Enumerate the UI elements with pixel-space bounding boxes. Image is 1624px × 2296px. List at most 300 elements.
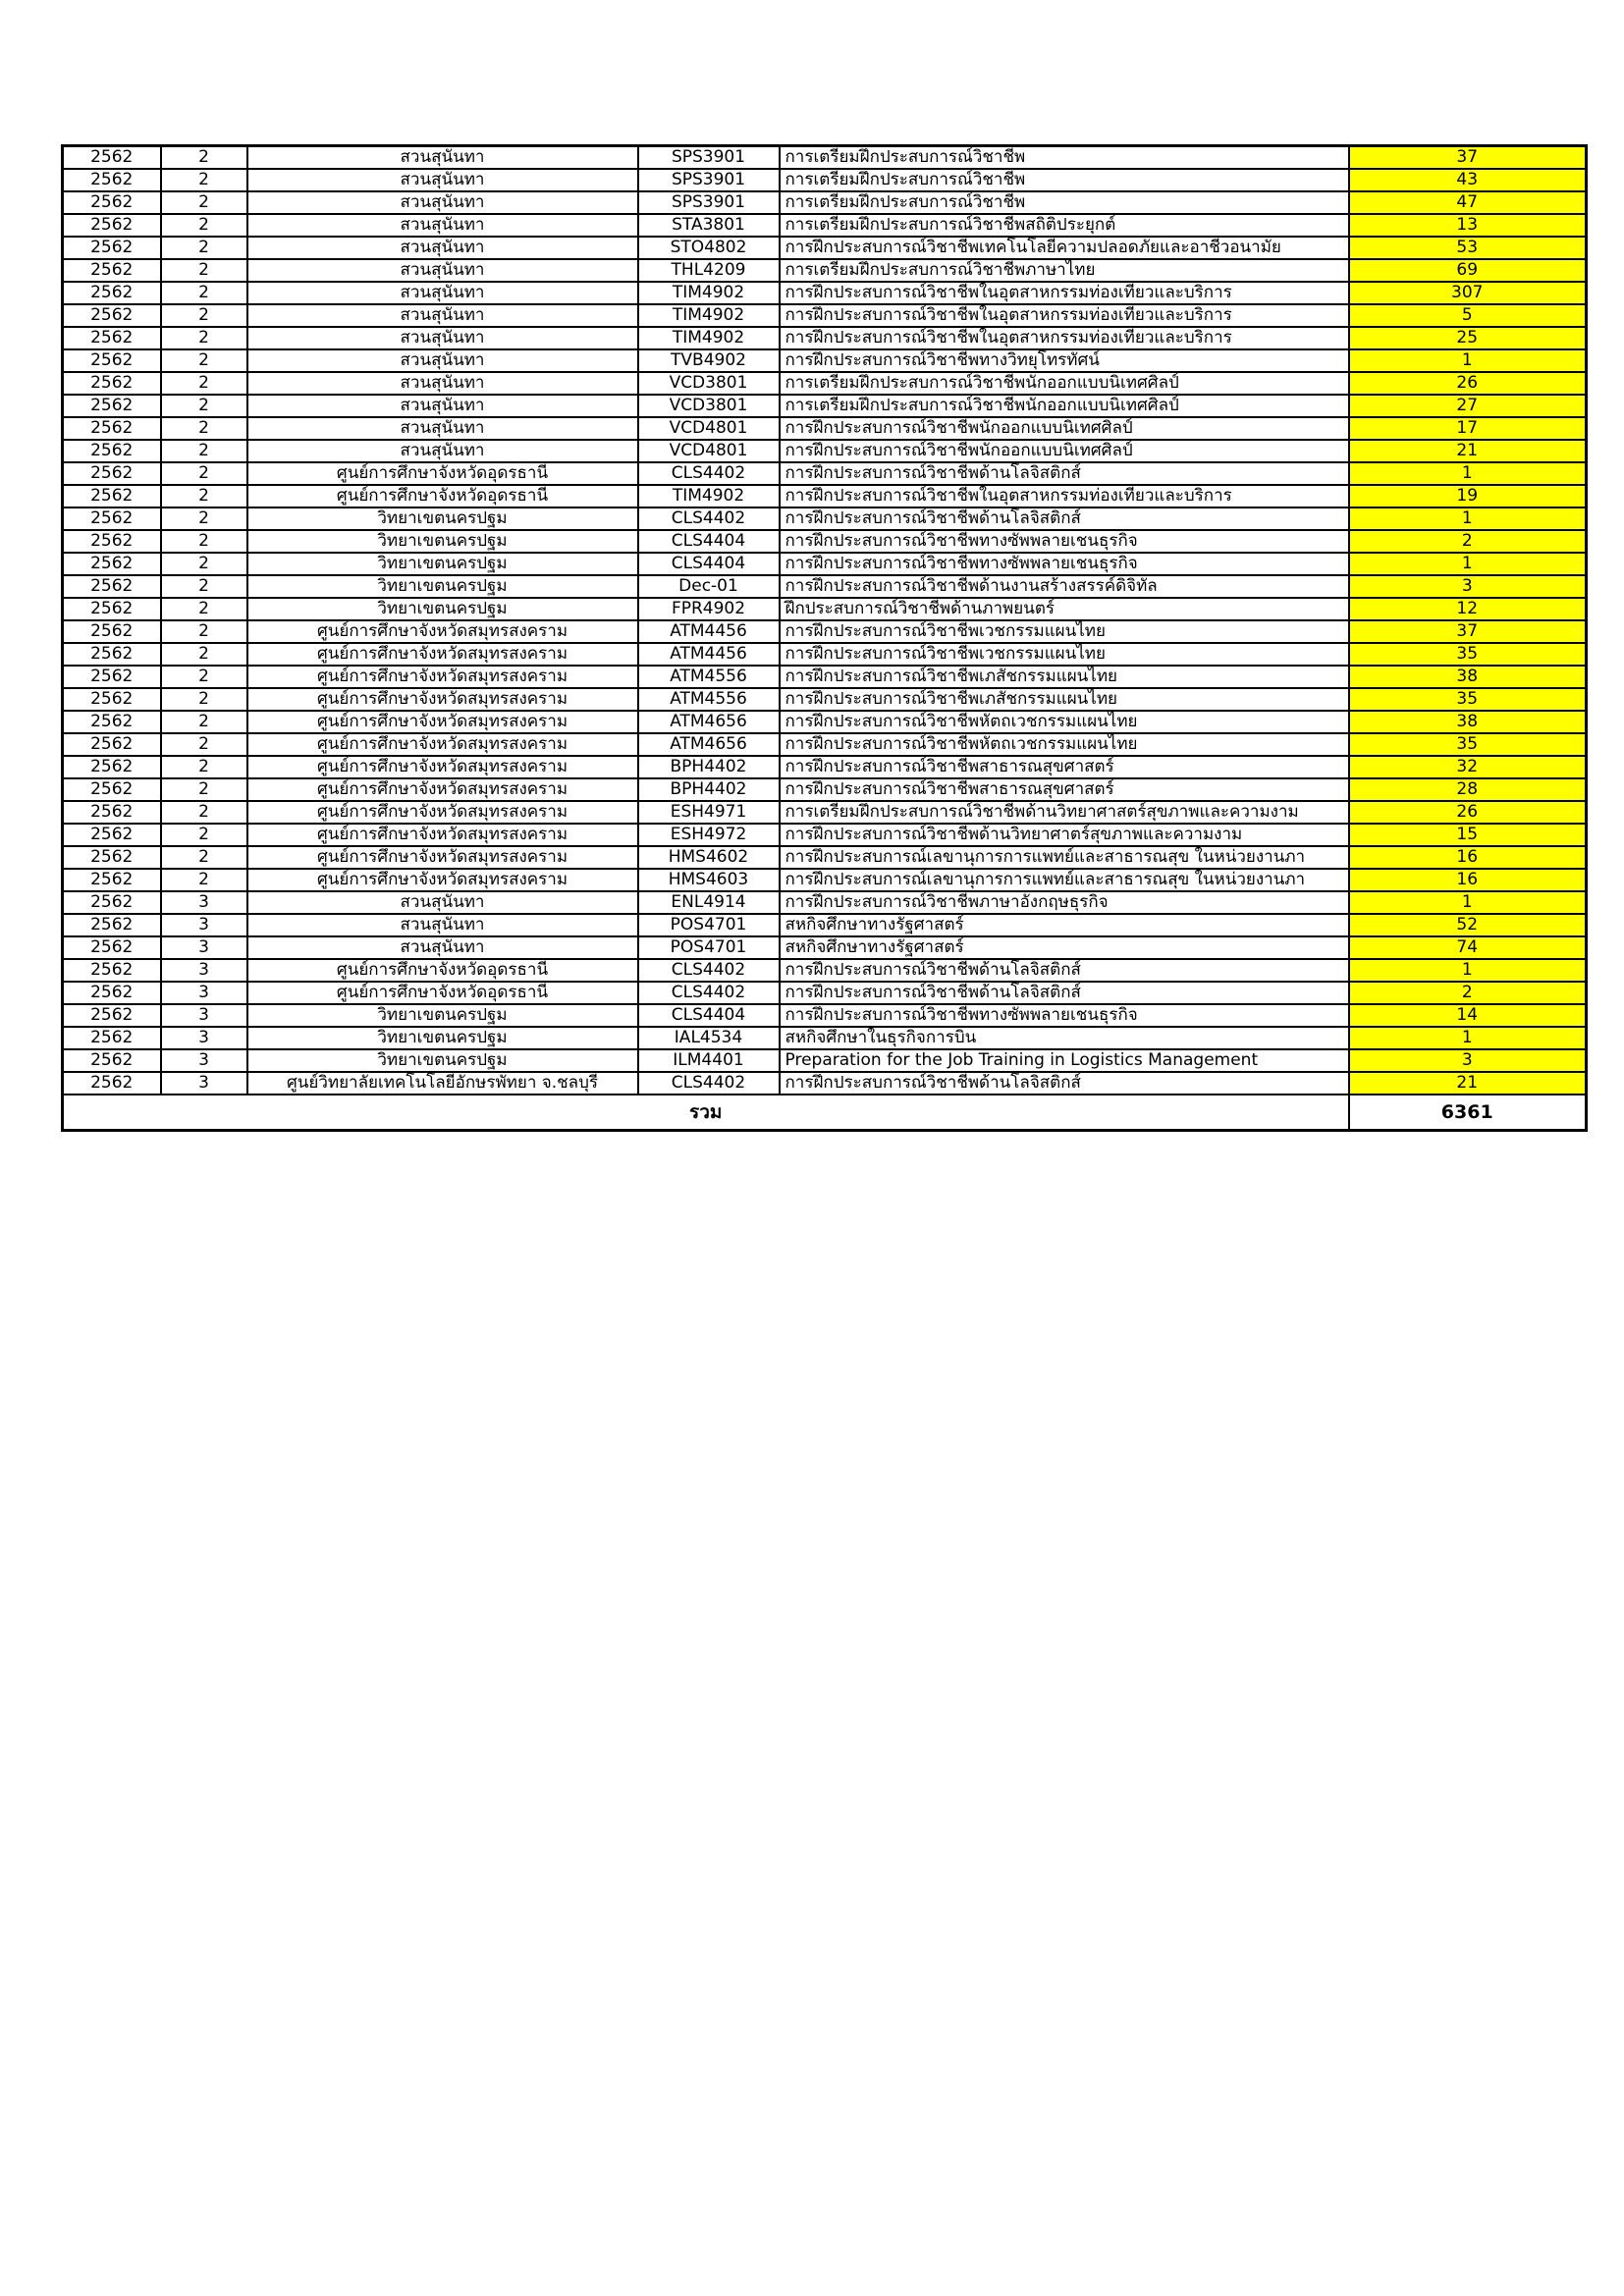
cell-code: ENL4914 bbox=[638, 891, 780, 914]
cell-code: TVB4902 bbox=[638, 349, 780, 372]
cell-year: 2562 bbox=[63, 169, 161, 191]
cell-year: 2562 bbox=[63, 327, 161, 349]
cell-code: TIM4902 bbox=[638, 327, 780, 349]
cell-code: STO4802 bbox=[638, 237, 780, 259]
cell-year: 2562 bbox=[63, 846, 161, 869]
table-row bbox=[63, 891, 1587, 914]
cell-term: 2 bbox=[161, 507, 247, 530]
cell-term: 2 bbox=[161, 372, 247, 395]
cell-count: 37 bbox=[1349, 146, 1587, 170]
cell-campus: ศูนย์การศึกษาจังหวัดสมุทรสงคราม bbox=[247, 666, 638, 688]
cell-name: การฝึกประสบการณ์วิชาชีพในอุตสาหกรรมท่องเที่ยวและบริการ bbox=[780, 485, 1349, 507]
report-sheet bbox=[61, 144, 1585, 1132]
table-row bbox=[63, 733, 1587, 756]
table-row bbox=[63, 869, 1587, 891]
cell-code: POS4701 bbox=[638, 914, 780, 936]
cell-code: ILM4401 bbox=[638, 1049, 780, 1072]
table-row bbox=[63, 1049, 1587, 1072]
cell-name: การฝึกประสบการณ์วิชาชีพนักออกแบบนิเทศศิลป์ bbox=[780, 417, 1349, 440]
cell-campus: ศูนย์วิทยาลัยเทคโนโลยีอักษรพัทยา จ.ชลบุรี bbox=[247, 1072, 638, 1095]
cell-year: 2562 bbox=[63, 891, 161, 914]
cell-year: 2562 bbox=[63, 282, 161, 304]
cell-name: การฝึกประสบการณ์วิชาชีพในอุตสาหกรรมท่องเที่ยวและบริการ bbox=[780, 304, 1349, 327]
cell-count: 43 bbox=[1349, 169, 1587, 191]
cell-campus: ศูนย์การศึกษาจังหวัดสมุทรสงคราม bbox=[247, 824, 638, 846]
cell-count: 26 bbox=[1349, 372, 1587, 395]
cell-campus: ศูนย์การศึกษาจังหวัดอุดรธานี bbox=[247, 485, 638, 507]
cell-term: 2 bbox=[161, 304, 247, 327]
cell-count: 25 bbox=[1349, 327, 1587, 349]
table-row bbox=[63, 688, 1587, 711]
cell-code: Dec-01 bbox=[638, 575, 780, 598]
cell-year: 2562 bbox=[63, 146, 161, 170]
cell-code: ATM4656 bbox=[638, 733, 780, 756]
cell-campus: สวนสุนันทา bbox=[247, 372, 638, 395]
cell-count: 1 bbox=[1349, 462, 1587, 485]
cell-code: SPS3901 bbox=[638, 169, 780, 191]
cell-code: SPS3901 bbox=[638, 146, 780, 170]
cell-name: การเตรียมฝึกประสบการณ์วิชาชีพ bbox=[780, 146, 1349, 170]
cell-campus: สวนสุนันทา bbox=[247, 169, 638, 191]
cell-term: 2 bbox=[161, 756, 247, 778]
cell-campus: สวนสุนันทา bbox=[247, 936, 638, 959]
cell-name: การฝึกประสบการณ์วิชาชีพด้านวิทยาศาตร์สุขภาพและความงาม bbox=[780, 824, 1349, 846]
cell-code: ATM4556 bbox=[638, 688, 780, 711]
table-row bbox=[63, 666, 1587, 688]
cell-campus: วิทยาเขตนครปฐม bbox=[247, 530, 638, 553]
cell-year: 2562 bbox=[63, 914, 161, 936]
cell-count: 35 bbox=[1349, 688, 1587, 711]
table-row bbox=[63, 801, 1587, 824]
cell-code: TIM4902 bbox=[638, 282, 780, 304]
table-row bbox=[63, 417, 1587, 440]
cell-code: ATM4456 bbox=[638, 620, 780, 643]
cell-term: 3 bbox=[161, 891, 247, 914]
cell-year: 2562 bbox=[63, 1072, 161, 1095]
cell-count: 26 bbox=[1349, 801, 1587, 824]
cell-year: 2562 bbox=[63, 214, 161, 237]
cell-count: 19 bbox=[1349, 485, 1587, 507]
table-row bbox=[63, 553, 1587, 575]
cell-count: 17 bbox=[1349, 417, 1587, 440]
cell-name: การฝึกประสบการณ์วิชาชีพสาธารณสุขศาสตร์ bbox=[780, 756, 1349, 778]
cell-campus: ศูนย์การศึกษาจังหวัดสมุทรสงคราม bbox=[247, 733, 638, 756]
table-row bbox=[63, 778, 1587, 801]
cell-year: 2562 bbox=[63, 824, 161, 846]
cell-campus: สวนสุนันทา bbox=[247, 304, 638, 327]
table-row bbox=[63, 327, 1587, 349]
cell-campus: วิทยาเขตนครปฐม bbox=[247, 507, 638, 530]
cell-count: 69 bbox=[1349, 259, 1587, 282]
table-row bbox=[63, 1072, 1587, 1095]
total-value: 6361 bbox=[1349, 1095, 1587, 1131]
cell-year: 2562 bbox=[63, 598, 161, 620]
cell-count: 1 bbox=[1349, 959, 1587, 982]
cell-term: 3 bbox=[161, 1072, 247, 1095]
cell-term: 3 bbox=[161, 914, 247, 936]
cell-name: การเตรียมฝึกประสบการณ์วิชาชีพนักออกแบบนิเทศศิลป์ bbox=[780, 395, 1349, 417]
cell-year: 2562 bbox=[63, 982, 161, 1004]
cell-code: THL4209 bbox=[638, 259, 780, 282]
cell-code: TIM4902 bbox=[638, 304, 780, 327]
cell-year: 2562 bbox=[63, 1004, 161, 1027]
cell-term: 2 bbox=[161, 666, 247, 688]
table-row bbox=[63, 395, 1587, 417]
cell-count: 2 bbox=[1349, 982, 1587, 1004]
cell-term: 2 bbox=[161, 191, 247, 214]
cell-term: 2 bbox=[161, 282, 247, 304]
cell-term: 2 bbox=[161, 462, 247, 485]
cell-campus: ศูนย์การศึกษาจังหวัดอุดรธานี bbox=[247, 462, 638, 485]
total-label: รวม bbox=[63, 1095, 1349, 1131]
cell-term: 2 bbox=[161, 259, 247, 282]
cell-name: Preparation for the Job Training in Logistics Management bbox=[780, 1049, 1349, 1072]
cell-year: 2562 bbox=[63, 620, 161, 643]
cell-code: CLS4402 bbox=[638, 1072, 780, 1095]
cell-count: 53 bbox=[1349, 237, 1587, 259]
cell-code: VCD4801 bbox=[638, 417, 780, 440]
cell-code: ATM4456 bbox=[638, 643, 780, 666]
cell-term: 2 bbox=[161, 440, 247, 462]
cell-count: 15 bbox=[1349, 824, 1587, 846]
cell-code: TIM4902 bbox=[638, 485, 780, 507]
report-table-body bbox=[63, 146, 1587, 1095]
cell-campus: สวนสุนันทา bbox=[247, 237, 638, 259]
cell-count: 1 bbox=[1349, 1027, 1587, 1049]
cell-term: 2 bbox=[161, 327, 247, 349]
cell-name: การเตรียมฝึกประสบการณ์วิชาชีพภาษาไทย bbox=[780, 259, 1349, 282]
cell-name: การเตรียมฝึกประสบการณ์วิชาชีพสถิติประยุกต์ bbox=[780, 214, 1349, 237]
cell-term: 2 bbox=[161, 688, 247, 711]
cell-name: การฝึกประสบการณ์วิชาชีพภาษาอังกฤษธุรกิจ bbox=[780, 891, 1349, 914]
cell-campus: ศูนย์การศึกษาจังหวัดสมุทรสงคราม bbox=[247, 778, 638, 801]
cell-year: 2562 bbox=[63, 688, 161, 711]
cell-name: การฝึกประสบการณ์วิชาชีพในอุตสาหกรรมท่องเที่ยวและบริการ bbox=[780, 327, 1349, 349]
cell-name: การฝึกประสบการณ์วิชาชีพด้านโลจิสติกส์ bbox=[780, 959, 1349, 982]
cell-term: 2 bbox=[161, 395, 247, 417]
cell-term: 2 bbox=[161, 485, 247, 507]
cell-year: 2562 bbox=[63, 553, 161, 575]
table-row bbox=[63, 507, 1587, 530]
cell-term: 3 bbox=[161, 1049, 247, 1072]
table-row bbox=[63, 756, 1587, 778]
cell-year: 2562 bbox=[63, 1027, 161, 1049]
cell-name: การฝึกประสบการณ์วิชาชีพด้านโลจิสติกส์ bbox=[780, 462, 1349, 485]
cell-name: การฝึกประสบการณ์วิชาชีพด้านโลจิสติกส์ bbox=[780, 507, 1349, 530]
cell-count: 74 bbox=[1349, 936, 1587, 959]
cell-code: CLS4402 bbox=[638, 982, 780, 1004]
cell-code: CLS4402 bbox=[638, 462, 780, 485]
cell-code: BPH4402 bbox=[638, 756, 780, 778]
cell-count: 14 bbox=[1349, 1004, 1587, 1027]
cell-name: การฝึกประสบการณ์วิชาชีพเวชกรรมแผนไทย bbox=[780, 620, 1349, 643]
cell-campus: สวนสุนันทา bbox=[247, 349, 638, 372]
cell-code: POS4701 bbox=[638, 936, 780, 959]
cell-year: 2562 bbox=[63, 711, 161, 733]
table-row bbox=[63, 982, 1587, 1004]
cell-count: 38 bbox=[1349, 711, 1587, 733]
table-row bbox=[63, 440, 1587, 462]
cell-term: 2 bbox=[161, 598, 247, 620]
cell-count: 3 bbox=[1349, 1049, 1587, 1072]
cell-count: 1 bbox=[1349, 553, 1587, 575]
cell-campus: สวนสุนันทา bbox=[247, 282, 638, 304]
table-row bbox=[63, 146, 1587, 170]
cell-count: 307 bbox=[1349, 282, 1587, 304]
cell-term: 2 bbox=[161, 801, 247, 824]
cell-year: 2562 bbox=[63, 666, 161, 688]
cell-code: CLS4402 bbox=[638, 507, 780, 530]
cell-term: 2 bbox=[161, 237, 247, 259]
table-row bbox=[63, 282, 1587, 304]
cell-term: 3 bbox=[161, 1004, 247, 1027]
cell-count: 37 bbox=[1349, 620, 1587, 643]
cell-count: 1 bbox=[1349, 507, 1587, 530]
cell-count: 32 bbox=[1349, 756, 1587, 778]
cell-campus: ศูนย์การศึกษาจังหวัดสมุทรสงคราม bbox=[247, 869, 638, 891]
cell-code: ESH4971 bbox=[638, 801, 780, 824]
cell-count: 35 bbox=[1349, 733, 1587, 756]
table-row bbox=[63, 575, 1587, 598]
cell-count: 52 bbox=[1349, 914, 1587, 936]
cell-campus: สวนสุนันทา bbox=[247, 891, 638, 914]
cell-code: BPH4402 bbox=[638, 778, 780, 801]
cell-year: 2562 bbox=[63, 575, 161, 598]
table-row bbox=[63, 598, 1587, 620]
cell-code: ESH4972 bbox=[638, 824, 780, 846]
cell-count: 27 bbox=[1349, 395, 1587, 417]
cell-campus: สวนสุนันทา bbox=[247, 191, 638, 214]
cell-year: 2562 bbox=[63, 801, 161, 824]
cell-code: ATM4556 bbox=[638, 666, 780, 688]
cell-year: 2562 bbox=[63, 869, 161, 891]
cell-code: CLS4404 bbox=[638, 1004, 780, 1027]
cell-count: 2 bbox=[1349, 530, 1587, 553]
table-row bbox=[63, 620, 1587, 643]
cell-code: VCD3801 bbox=[638, 395, 780, 417]
table-row bbox=[63, 1004, 1587, 1027]
cell-campus: ศูนย์การศึกษาจังหวัดสมุทรสงคราม bbox=[247, 688, 638, 711]
cell-name: การฝึกประสบการณ์วิชาชีพเภสัชกรรมแผนไทย bbox=[780, 666, 1349, 688]
cell-campus: สวนสุนันทา bbox=[247, 914, 638, 936]
cell-term: 2 bbox=[161, 643, 247, 666]
cell-name: การฝึกประสบการณ์วิชาชีพด้านงานสร้างสรรค์ดิจิทัล bbox=[780, 575, 1349, 598]
cell-name: การฝึกประสบการณ์เลขานุการการแพทย์และสาธารณสุข ในหน่วยงานภา bbox=[780, 869, 1349, 891]
cell-name: การฝึกประสบการณ์วิชาชีพในอุตสาหกรรมท่องเที่ยวและบริการ bbox=[780, 282, 1349, 304]
cell-name: การฝึกประสบการณ์วิชาชีพด้านโลจิสติกส์ bbox=[780, 982, 1349, 1004]
cell-campus: สวนสุนันทา bbox=[247, 214, 638, 237]
cell-year: 2562 bbox=[63, 395, 161, 417]
cell-term: 2 bbox=[161, 846, 247, 869]
cell-code: HMS4602 bbox=[638, 846, 780, 869]
cell-count: 1 bbox=[1349, 349, 1587, 372]
cell-count: 13 bbox=[1349, 214, 1587, 237]
cell-name: การฝึกประสบการณ์วิชาชีพด้านโลจิสติกส์ bbox=[780, 1072, 1349, 1095]
cell-term: 3 bbox=[161, 936, 247, 959]
cell-count: 28 bbox=[1349, 778, 1587, 801]
cell-name: การฝึกประสบการณ์วิชาชีพหัตถเวชกรรมแผนไทย bbox=[780, 711, 1349, 733]
table-row bbox=[63, 914, 1587, 936]
cell-code: ATM4656 bbox=[638, 711, 780, 733]
cell-code: VCD3801 bbox=[638, 372, 780, 395]
cell-name: การฝึกประสบการณ์วิชาชีพสาธารณสุขศาสตร์ bbox=[780, 778, 1349, 801]
cell-name: การเตรียมฝึกประสบการณ์วิชาชีพนักออกแบบนิเทศศิลป์ bbox=[780, 372, 1349, 395]
cell-campus: วิทยาเขตนครปฐม bbox=[247, 1049, 638, 1072]
cell-campus: วิทยาเขตนครปฐม bbox=[247, 598, 638, 620]
cell-name: การฝึกประสบการณ์วิชาชีพนักออกแบบนิเทศศิลป์ bbox=[780, 440, 1349, 462]
cell-term: 2 bbox=[161, 349, 247, 372]
cell-year: 2562 bbox=[63, 372, 161, 395]
cell-term: 2 bbox=[161, 530, 247, 553]
table-row bbox=[63, 530, 1587, 553]
cell-term: 3 bbox=[161, 959, 247, 982]
cell-term: 2 bbox=[161, 146, 247, 170]
cell-term: 2 bbox=[161, 214, 247, 237]
cell-campus: สวนสุนันทา bbox=[247, 146, 638, 170]
cell-campus: ศูนย์การศึกษาจังหวัดสมุทรสงคราม bbox=[247, 756, 638, 778]
cell-year: 2562 bbox=[63, 237, 161, 259]
cell-term: 2 bbox=[161, 575, 247, 598]
cell-campus: ศูนย์การศึกษาจังหวัดอุดรธานี bbox=[247, 982, 638, 1004]
table-row bbox=[63, 824, 1587, 846]
table-row bbox=[63, 304, 1587, 327]
cell-year: 2562 bbox=[63, 756, 161, 778]
cell-code: SPS3901 bbox=[638, 191, 780, 214]
cell-year: 2562 bbox=[63, 304, 161, 327]
cell-name: การเตรียมฝึกประสบการณ์วิชาชีพ bbox=[780, 191, 1349, 214]
cell-count: 38 bbox=[1349, 666, 1587, 688]
table-row bbox=[63, 349, 1587, 372]
cell-year: 2562 bbox=[63, 417, 161, 440]
cell-term: 2 bbox=[161, 733, 247, 756]
cell-term: 3 bbox=[161, 982, 247, 1004]
table-row bbox=[63, 237, 1587, 259]
cell-campus: ศูนย์การศึกษาจังหวัดอุดรธานี bbox=[247, 959, 638, 982]
cell-year: 2562 bbox=[63, 191, 161, 214]
cell-name: การฝึกประสบการณ์วิชาชีพเทคโนโลยีความปลอดภัยและอาชีวอนามัย bbox=[780, 237, 1349, 259]
cell-year: 2562 bbox=[63, 936, 161, 959]
cell-campus: ศูนย์การศึกษาจังหวัดสมุทรสงคราม bbox=[247, 846, 638, 869]
cell-count: 16 bbox=[1349, 846, 1587, 869]
cell-count: 1 bbox=[1349, 891, 1587, 914]
cell-count: 3 bbox=[1349, 575, 1587, 598]
cell-campus: วิทยาเขตนครปฐม bbox=[247, 1027, 638, 1049]
cell-name: การฝึกประสบการณ์วิชาชีพทางซัพพลายเชนธุรกิจ bbox=[780, 553, 1349, 575]
internship-report-table bbox=[61, 144, 1588, 1132]
table-row bbox=[63, 711, 1587, 733]
cell-count: 21 bbox=[1349, 1072, 1587, 1095]
cell-count: 35 bbox=[1349, 643, 1587, 666]
cell-count: 5 bbox=[1349, 304, 1587, 327]
cell-campus: สวนสุนันทา bbox=[247, 395, 638, 417]
cell-name: การฝึกประสบการณ์วิชาชีพทางวิทยุโทรทัศน์ bbox=[780, 349, 1349, 372]
cell-name: ฝึกประสบการณ์วิชาชีพด้านภาพยนตร์ bbox=[780, 598, 1349, 620]
table-row bbox=[63, 191, 1587, 214]
cell-term: 2 bbox=[161, 869, 247, 891]
table-row bbox=[63, 959, 1587, 982]
cell-name: การฝึกประสบการณ์วิชาชีพหัตถเวชกรรมแผนไทย bbox=[780, 733, 1349, 756]
cell-term: 3 bbox=[161, 1027, 247, 1049]
cell-name: สหกิจศึกษาทางรัฐศาสตร์ bbox=[780, 914, 1349, 936]
total-row bbox=[63, 1095, 1587, 1131]
cell-term: 2 bbox=[161, 553, 247, 575]
cell-year: 2562 bbox=[63, 733, 161, 756]
cell-name: การฝึกประสบการณ์วิชาชีพเวชกรรมแผนไทย bbox=[780, 643, 1349, 666]
cell-code: FPR4902 bbox=[638, 598, 780, 620]
cell-code: CLS4404 bbox=[638, 553, 780, 575]
cell-campus: ศูนย์การศึกษาจังหวัดสมุทรสงคราม bbox=[247, 711, 638, 733]
table-row bbox=[63, 936, 1587, 959]
cell-year: 2562 bbox=[63, 1049, 161, 1072]
table-row bbox=[63, 259, 1587, 282]
cell-name: สหกิจศึกษาในธุรกิจการบิน bbox=[780, 1027, 1349, 1049]
cell-term: 2 bbox=[161, 778, 247, 801]
cell-count: 47 bbox=[1349, 191, 1587, 214]
cell-term: 2 bbox=[161, 417, 247, 440]
cell-count: 21 bbox=[1349, 440, 1587, 462]
table-row bbox=[63, 214, 1587, 237]
cell-campus: วิทยาเขตนครปฐม bbox=[247, 1004, 638, 1027]
cell-year: 2562 bbox=[63, 259, 161, 282]
cell-name: การเตรียมฝึกประสบการณ์วิชาชีพ bbox=[780, 169, 1349, 191]
cell-code: HMS4603 bbox=[638, 869, 780, 891]
cell-term: 2 bbox=[161, 620, 247, 643]
cell-campus: ศูนย์การศึกษาจังหวัดสมุทรสงคราม bbox=[247, 643, 638, 666]
cell-year: 2562 bbox=[63, 440, 161, 462]
cell-campus: สวนสุนันทา bbox=[247, 440, 638, 462]
cell-code: STA3801 bbox=[638, 214, 780, 237]
table-row bbox=[63, 1027, 1587, 1049]
cell-name: การฝึกประสบการณ์วิชาชีพเภสัชกรรมแผนไทย bbox=[780, 688, 1349, 711]
cell-term: 2 bbox=[161, 169, 247, 191]
cell-campus: วิทยาเขตนครปฐม bbox=[247, 575, 638, 598]
cell-year: 2562 bbox=[63, 643, 161, 666]
cell-name: การเตรียมฝึกประสบการณ์วิชาชีพด้านวิทยาศาสตร์สุขภาพและความงาม bbox=[780, 801, 1349, 824]
table-row bbox=[63, 169, 1587, 191]
cell-year: 2562 bbox=[63, 530, 161, 553]
cell-count: 16 bbox=[1349, 869, 1587, 891]
cell-code: CLS4404 bbox=[638, 530, 780, 553]
report-table-footer bbox=[63, 1095, 1587, 1131]
table-row bbox=[63, 462, 1587, 485]
cell-count: 12 bbox=[1349, 598, 1587, 620]
cell-campus: สวนสุนันทา bbox=[247, 259, 638, 282]
cell-year: 2562 bbox=[63, 485, 161, 507]
cell-campus: สวนสุนันทา bbox=[247, 417, 638, 440]
cell-year: 2562 bbox=[63, 507, 161, 530]
cell-name: การฝึกประสบการณ์เลขานุการการแพทย์และสาธารณสุข ในหน่วยงานภา bbox=[780, 846, 1349, 869]
cell-code: CLS4402 bbox=[638, 959, 780, 982]
table-row bbox=[63, 485, 1587, 507]
cell-term: 2 bbox=[161, 711, 247, 733]
cell-name: การฝึกประสบการณ์วิชาชีพทางซัพพลายเชนธุรกิจ bbox=[780, 1004, 1349, 1027]
cell-campus: ศูนย์การศึกษาจังหวัดสมุทรสงคราม bbox=[247, 620, 638, 643]
cell-term: 2 bbox=[161, 824, 247, 846]
cell-name: สหกิจศึกษาทางรัฐศาสตร์ bbox=[780, 936, 1349, 959]
table-row bbox=[63, 643, 1587, 666]
cell-code: IAL4534 bbox=[638, 1027, 780, 1049]
cell-campus: สวนสุนันทา bbox=[247, 327, 638, 349]
cell-year: 2562 bbox=[63, 462, 161, 485]
table-row bbox=[63, 372, 1587, 395]
cell-code: VCD4801 bbox=[638, 440, 780, 462]
cell-campus: ศูนย์การศึกษาจังหวัดสมุทรสงคราม bbox=[247, 801, 638, 824]
cell-year: 2562 bbox=[63, 349, 161, 372]
cell-name: การฝึกประสบการณ์วิชาชีพทางซัพพลายเชนธุรกิจ bbox=[780, 530, 1349, 553]
table-row bbox=[63, 846, 1587, 869]
cell-campus: วิทยาเขตนครปฐม bbox=[247, 553, 638, 575]
cell-year: 2562 bbox=[63, 778, 161, 801]
